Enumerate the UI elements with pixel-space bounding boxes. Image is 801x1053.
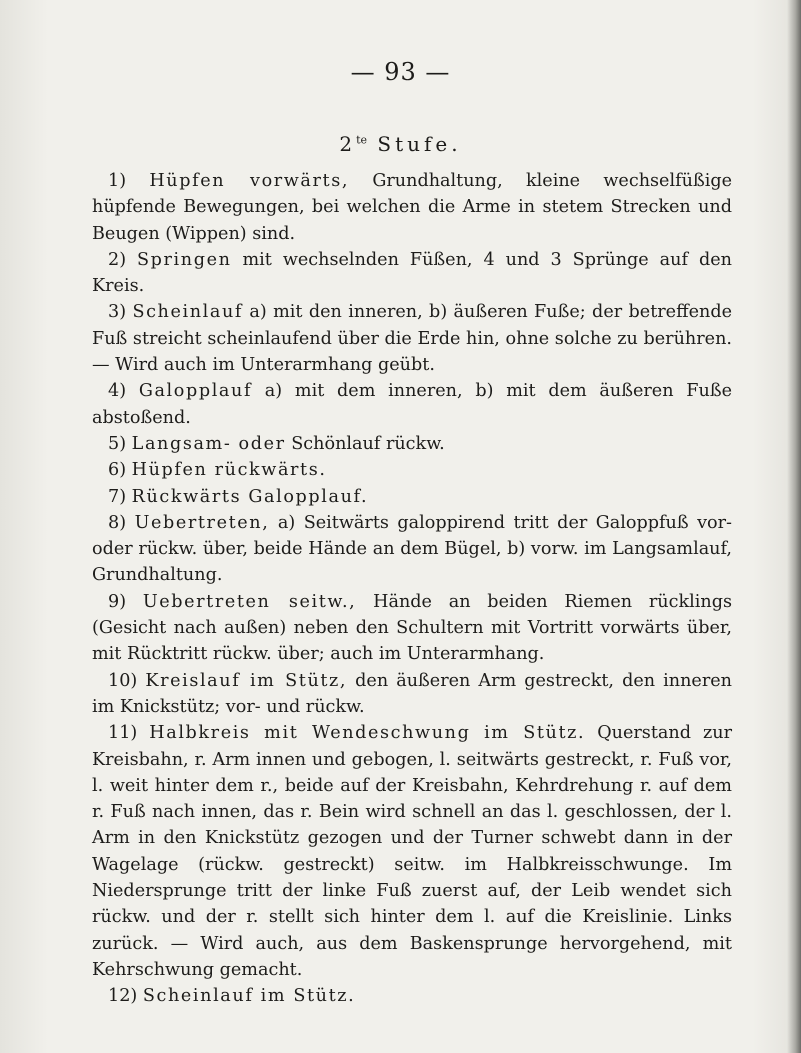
item-keyword: Halbkreis mit Wendeschwung im Stütz.: [149, 723, 586, 744]
list-item: [92, 720, 732, 983]
item-number: 2): [108, 249, 127, 270]
item-text: Schönlauf rückw.: [285, 433, 445, 454]
list-item: [92, 983, 732, 1009]
stage-word: Stufe.: [377, 132, 462, 156]
item-number: 1): [108, 171, 127, 191]
section-heading: [0, 132, 801, 156]
list-item: [92, 510, 732, 589]
item-text: mit wechselnden Füßen, 4 und 3 Sprünge auf den Kreis.: [92, 249, 732, 297]
item-number: 8): [108, 512, 127, 533]
item-text: den äußeren Arm gestreckt, den inneren im Knickstütz; vor- und rückw.: [92, 670, 732, 717]
item-number: 10): [108, 670, 138, 691]
item-number: 9): [108, 591, 127, 612]
item-keyword: Scheinlauf: [132, 302, 244, 323]
item-keyword: Langsam- oder: [131, 433, 286, 454]
item-text: a) mit den inneren, b) äußeren Fuße; der betreffende Fuß streicht scheinlaufend über die Erde hin, ohne solche zu berühren. — Wird auch im Unterarmhang geübt.: [92, 302, 732, 376]
page-edge-shadow: [787, 0, 801, 1053]
item-keyword: Uebertreten seitw.,: [142, 591, 357, 612]
item-number: 5): [108, 433, 127, 454]
list-item: [92, 168, 732, 247]
item-keyword: Springen: [137, 249, 232, 270]
item-number: 3): [108, 302, 127, 323]
stage-ordinal: 2: [339, 132, 357, 156]
list-item: [92, 457, 732, 483]
item-text: a) Seitwärts galoppirend tritt der Galoppfuß vor- oder rückw. über, beide Hände an dem Bügel, b) vorw. im Langsamlauf, Grundhaltung.: [92, 512, 732, 586]
item-keyword: Hüpfen vorwärts,: [149, 171, 350, 191]
item-keyword: Kreislauf im Stütz,: [145, 670, 348, 691]
item-number: 12): [108, 986, 138, 1007]
list-item: [92, 431, 732, 457]
item-number: 6): [108, 460, 127, 481]
item-keyword: Uebertreten,: [134, 512, 270, 533]
item-text: Querstand zur Kreisbahn, r. Arm innen und gebogen, l. seitwärts gestreckt, r. Fuß vor, l. weit hinter dem r., beide auf der Kreisbahn, Kehrdrehung r. auf dem r. Fuß nach innen, das r. Bein wird schnell an das l. geschlossen, der l. Arm in den Knickstütz gezogen und der Turner schwebt dann in der Wagelage (rückw. gestreckt) seitw. im Halbkreisschwunge. Im Niedersprunge tritt der linke Fuß zuerst auf, der Leib wendet sich rückw. und der r. stellt sich hinter dem l. auf die Kreislinie. Links zurück. — Wird auch, aus dem Baskensprunge hervorgehend, mit Kehrschwung gemacht.: [92, 723, 732, 980]
list-item: [92, 247, 732, 300]
item-keyword: Rückwärts Galopplauf.: [131, 486, 369, 507]
item-number: 11): [108, 723, 138, 744]
item-number: 4): [108, 381, 127, 402]
list-item: [92, 589, 732, 668]
item-text: Hände an beiden Riemen rücklings (Gesicht nach außen) neben den Schultern mit Vortritt vorwärts über, mit Rücktritt rückw. über; auch im Unterarmhang.: [92, 591, 732, 665]
stage-ordinal-suffix: te: [356, 133, 368, 147]
item-keyword: Scheinlauf im Stütz.: [142, 986, 356, 1007]
list-item: [92, 668, 732, 721]
item-keyword: Hüpfen rückwärts.: [131, 460, 327, 481]
list-item: [92, 484, 732, 510]
page-number: — 93 —: [350, 58, 451, 86]
exercise-list: [92, 168, 732, 1010]
list-item: [92, 378, 732, 431]
item-text: a) mit dem inneren, b) mit dem äußeren Fuße abstoßend.: [92, 381, 733, 428]
list-item: [92, 299, 732, 378]
item-text: Grundhaltung, kleine wechselfüßige hüpfende Bewegungen, bei welchen die Arme in stetem Strecken und Beugen (Wippen) sind.: [92, 171, 732, 244]
item-keyword: Galopplauf: [138, 381, 253, 402]
item-number: 7): [108, 486, 127, 507]
